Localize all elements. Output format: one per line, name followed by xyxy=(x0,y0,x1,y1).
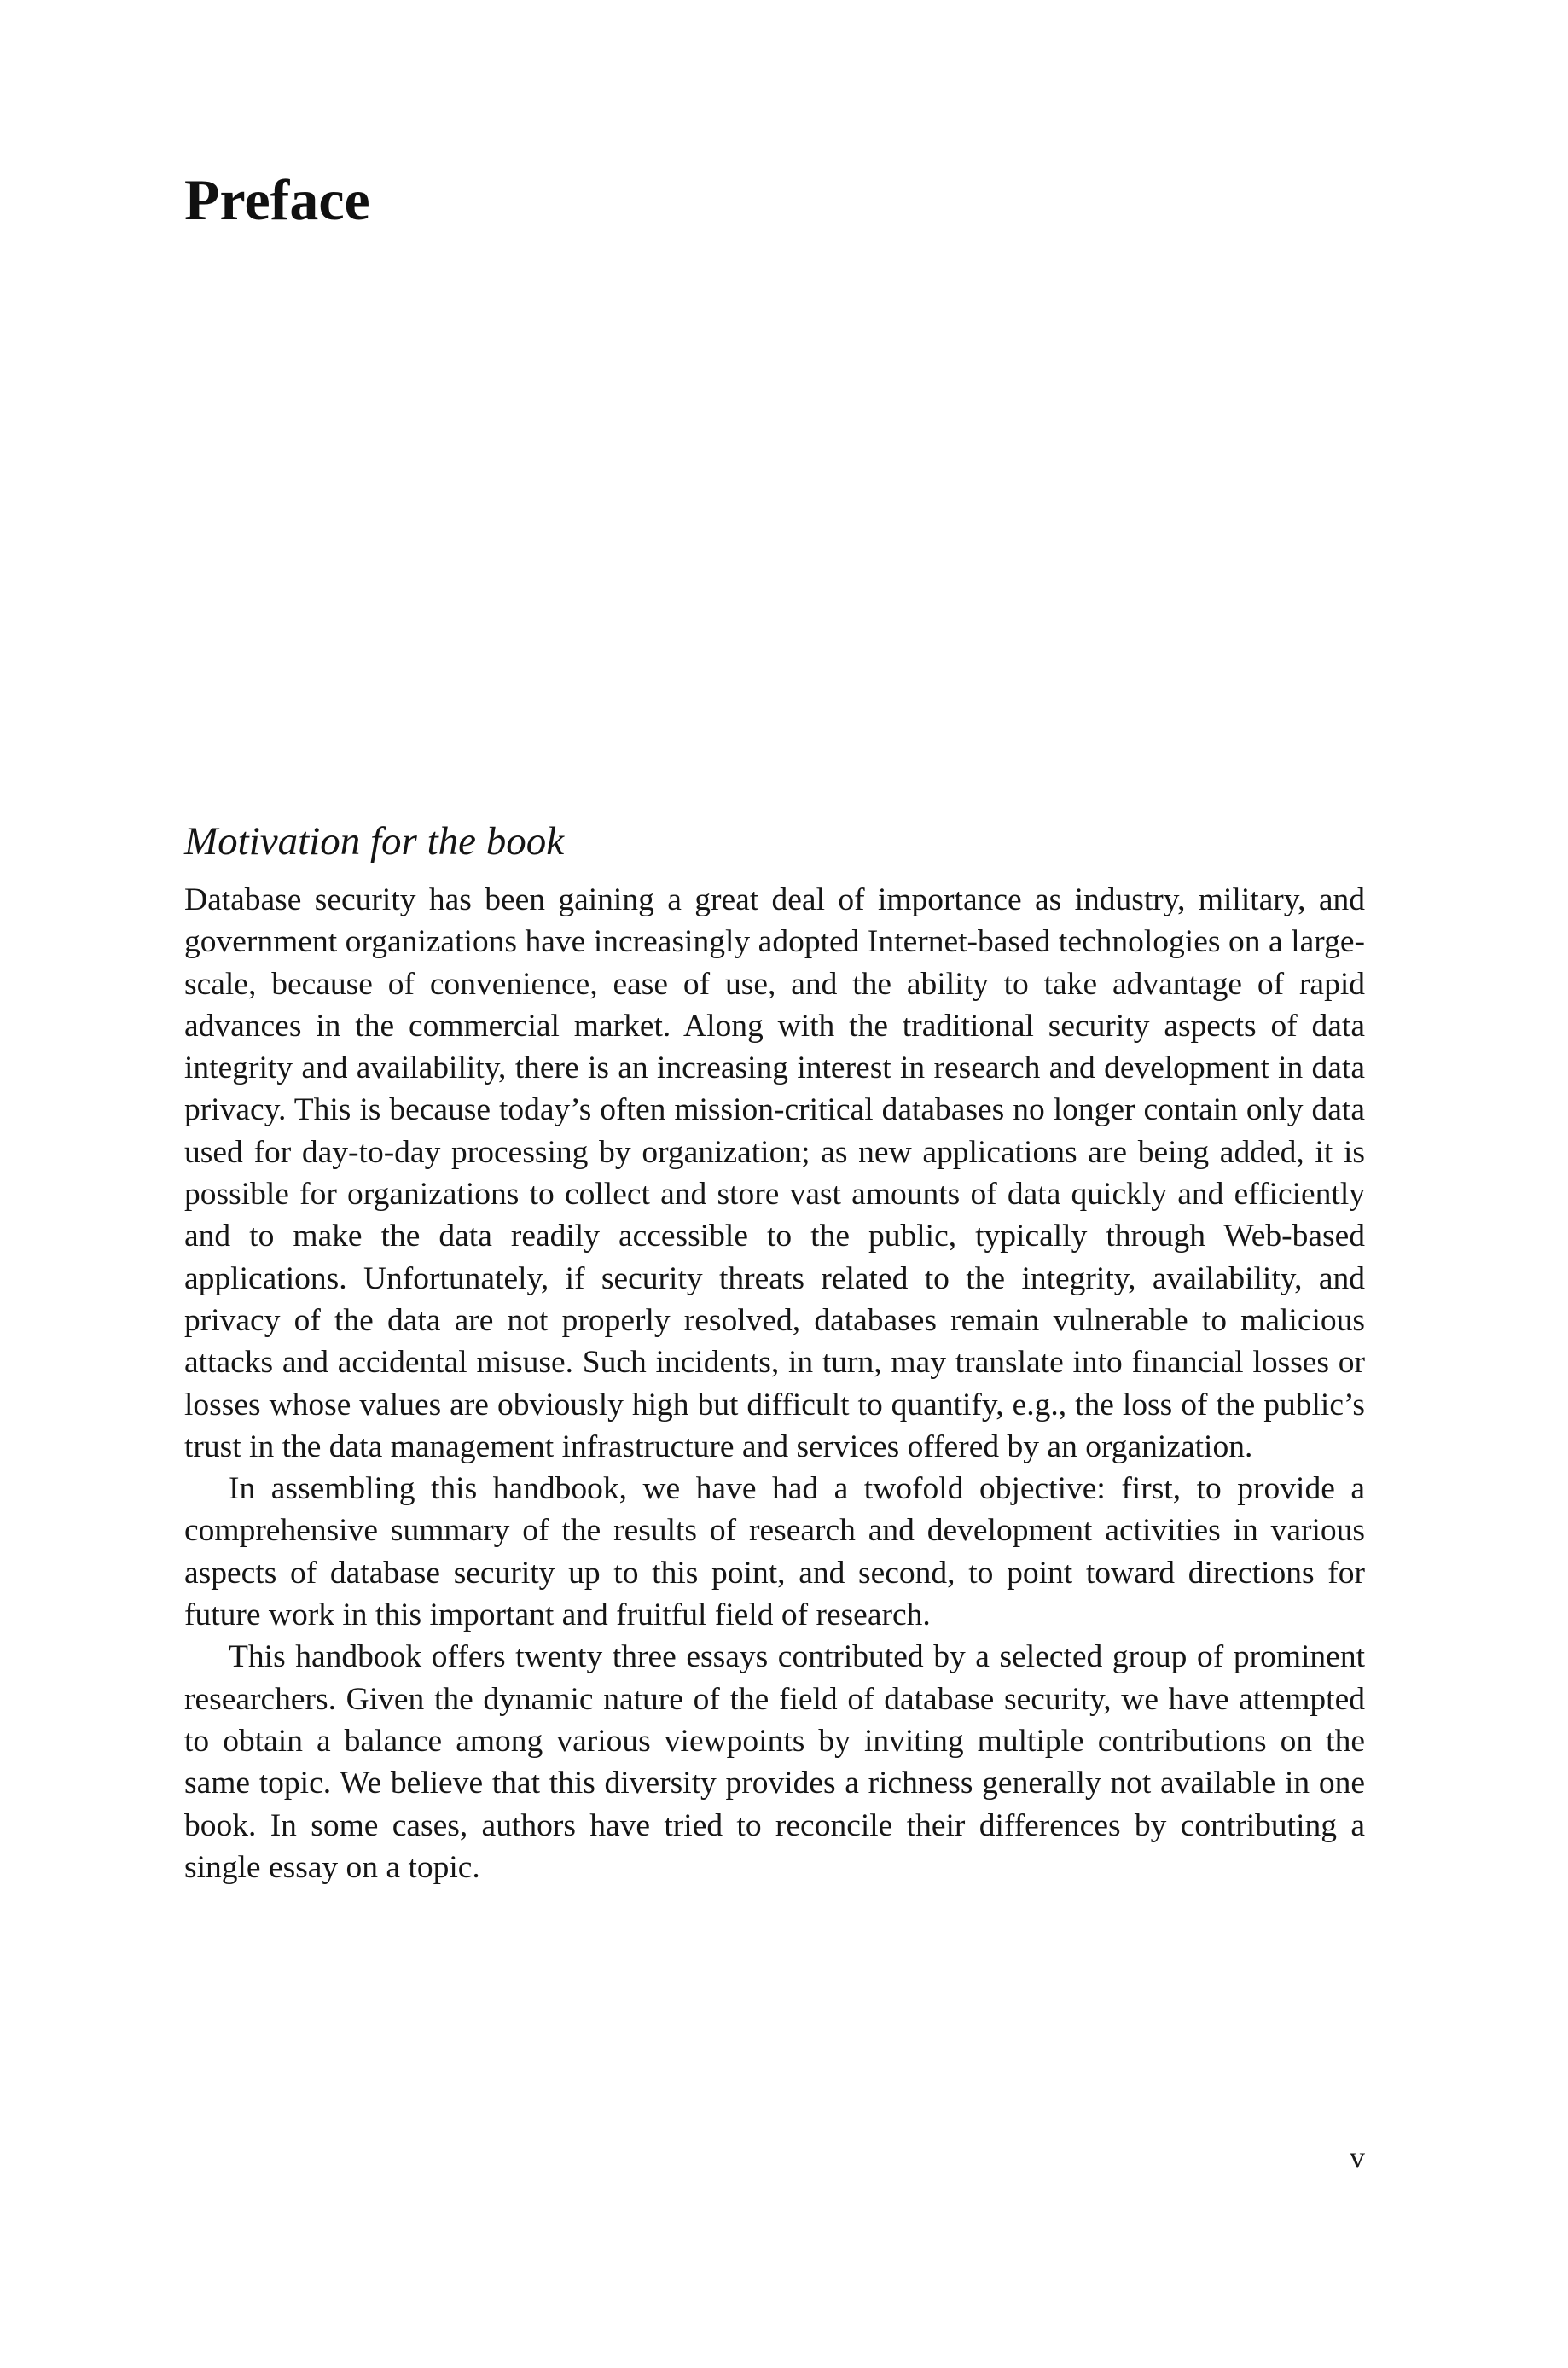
section-heading: Motivation for the book xyxy=(184,819,565,864)
paragraph-essays: This handbook offers twenty three essays contributed by a selected group of prominent researchers. Given the dynamic nature of the field of database security, we have attempted to obtain a balance among various viewpoints by inviting multiple contributions on the same topic. We believe that this diversity provides a richness generally not available in one book. In some cases, authors have tried to reconcile their differences by contributing a single essay on a topic. xyxy=(184,1639,1365,1885)
paragraph-objective: In assembling this handbook, we have had a twofold objective: first, to provide a comprehensive summary of the results of research and development activities in various aspects of database security up to this point, and second, to point toward directions for future work in this important and fruitful field of research. xyxy=(184,1471,1365,1633)
paragraph-motivation: Database security has been gaining a great deal of importance as industry, military, and government organizations have increasingly adopted Internet-based technologies on a large-scale, because of convenience, ease of use, and the ability to take advantage of rapid advances in the commercial market. Along with the traditional security aspects of data integrity and availability, there is an increasing interest in research and development in data privacy. This is because today’s often mission-critical databases no longer contain only data used for day-to-day processing by organization; as new applications are being added, it is possible for organizations to collect and store vast amounts of data quickly and efficiently and to make the data readily accessible to the public, typically through Web-based applications. Unfortunately, if security threats related to the integrity, availability, and privacy of the data are not properly resolved, databases remain vulnerable to malicious attacks and accidental misuse. Such incidents, in turn, may translate into financial losses or losses whose values are obviously high but difficult to quantify, e.g., the loss of the public’s trust in the data management infrastructure and services offered by an organization. xyxy=(184,882,1365,1464)
page-number: v xyxy=(1350,2140,1365,2174)
chapter-title: Preface xyxy=(184,167,370,232)
body-text xyxy=(184,879,1365,1888)
